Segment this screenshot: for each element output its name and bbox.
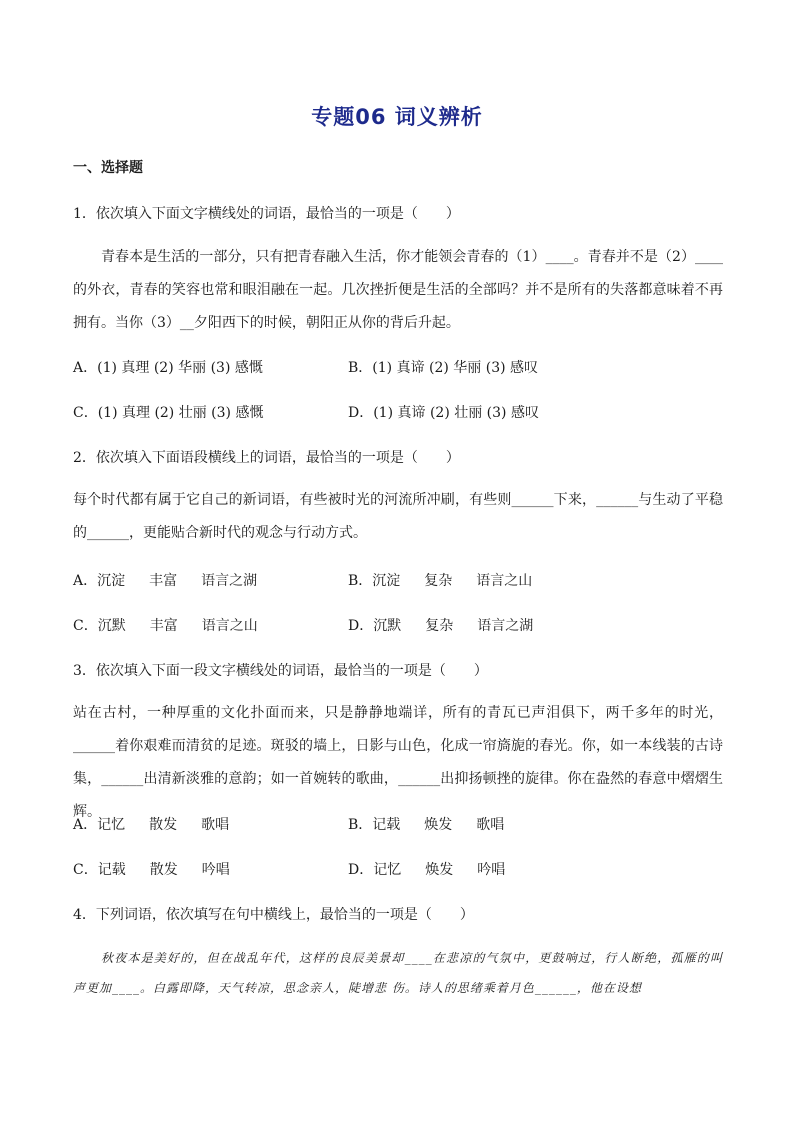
question-3-option-b [348,814,504,834]
option-word: 语言之湖 [477,618,534,634]
question-3-option-a [73,814,229,834]
option-word: 复杂 [425,618,454,634]
question-1-option-c: C．(1) 真理 (2) 壮丽 (3) 感慨 [73,405,264,421]
option-word: 语言之山 [476,573,533,589]
option-word: 吟唱 [201,862,230,878]
question-1-passage: 青春本是生活的一部分，只有把青春融入生活，你才能领会青春的（1）____。青春并不是（2）____的外衣，青春的笑容也常和眼泪融在一起。几次挫折便是生活的全部吗？并不是所有的失落都意味着不再拥有。当你（3）__夕阳西下的时候，朝阳正从你的背后升起。 [73,249,723,331]
option-word: 焕发 [424,817,453,833]
question-2-option-c [73,615,258,635]
question-2-option-d [348,615,533,635]
option-word: 歌唱 [201,817,230,833]
option-word: 散发 [149,817,178,833]
question-1-option-a: A．(1) 真理 (2) 华丽 (3) 感慨 [73,360,263,376]
option-word: 吟唱 [477,862,506,878]
option-word: 丰富 [149,573,178,589]
page-title: 专题06 词义辨析 [311,105,483,129]
option-word: 焕发 [425,862,454,878]
option-word: A．记忆 [73,817,126,833]
option-word: A．沉淀 [73,573,126,589]
option-word: 语言之山 [201,618,258,634]
question-2-option-a [73,570,257,590]
question-4-stem: 4．下列词语，依次填写在句中横线上，最恰当的一项是（ ） [73,907,474,923]
question-3-option-d [348,859,505,879]
option-word: B．沉淀 [348,573,401,589]
option-word: C．记载 [73,862,126,878]
option-word: 散发 [149,862,178,878]
question-3-option-c [73,859,230,879]
question-3-passage: 站在古村，一种厚重的文化扑面而来，只是静静地端详，所有的青瓦已声泪俱下，两千多年的时光，______着你艰难而清贫的足迹。斑驳的墙上，日影与山色，化成一帘旖旎的春光。你，如一本线装的古诗集，______出清新淡雅的意韵；如一首婉转的歌曲，______出抑扬顿挫的旋律。你在盎然的春意中熠熠生辉。 [73,705,723,820]
question-4-passage: 秋夜本是美好的，但在战乱年代，这样的良辰美景却____在悲凉的气氛中，更鼓响过，行人断绝，孤雁的叫声更加____。白露即降，天气转凉，思念亲人，陡增悲 伤。诗人的思绪乘着月色______，他在设想 [73,951,723,995]
question-1-option-b: B．(1) 真谛 (2) 华丽 (3) 感叹 [348,360,539,376]
option-word: D．沉默 [348,618,402,634]
option-word: 歌唱 [476,817,505,833]
question-3-stem: 3．依次填入下面一段文字横线处的词语，最恰当的一项是（ ） [73,663,488,679]
question-2-passage: 每个时代都有属于它自己的新词语，有些被时光的河流所冲刷，有些则______下来，______与生动了平稳的______，更能贴合新时代的观念与行动方式。 [73,492,723,541]
section-heading: 一、选择题 [73,160,143,176]
question-1-option-d: D．(1) 真谛 (2) 壮丽 (3) 感叹 [348,405,539,421]
option-word: D．记忆 [348,862,402,878]
option-word: 丰富 [149,618,178,634]
option-word: C．沉默 [73,618,126,634]
question-2-option-b [348,570,532,590]
option-word: 语言之湖 [201,573,258,589]
option-word: 复杂 [424,573,453,589]
question-2-stem: 2．依次填入下面语段横线上的词语，最恰当的一项是（ ） [73,450,460,466]
question-1-stem: 1．依次填入下面文字横线处的词语，最恰当的一项是（ ） [73,206,460,222]
option-word: B．记载 [348,817,401,833]
